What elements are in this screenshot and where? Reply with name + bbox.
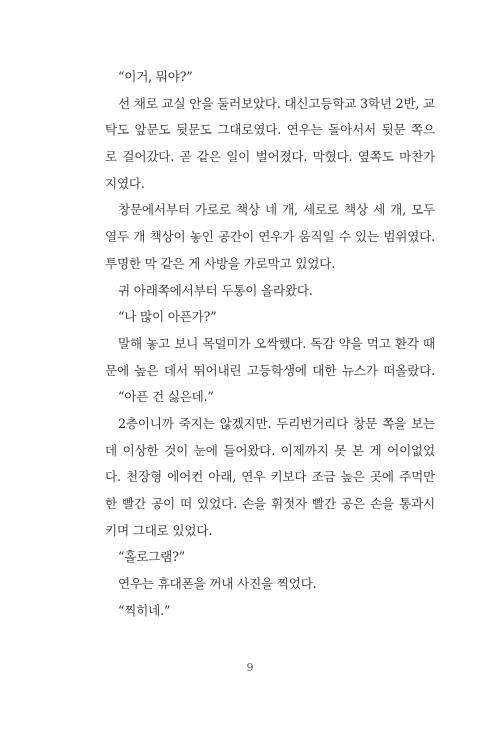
page-number: 9: [246, 661, 254, 674]
text-line: “찍히네.”: [118, 602, 171, 618]
text-line: 투명한 막 같은 게 사방을 가로막고 있었다.: [105, 255, 336, 271]
text-line: 창문에서부터 가로로 책상 네 개, 세로로 책상 세 개, 모두: [118, 202, 435, 218]
text-line: 연우는 휴대폰을 꺼내 사진을 찍었다.: [118, 576, 317, 592]
text-line: 귀 아래쪽에서부터 두통이 올라왔다.: [118, 282, 313, 298]
text-line: 탁도 앞문도 뒷문도 그대로였다. 연우는 돌아서서 뒷문 쪽으: [105, 122, 435, 138]
text-line: 한 빨간 공이 떠 있었다. 손을 휘젓자 빨간 공은 손을 통과시: [105, 496, 435, 511]
text-line: “나 많이 아픈가?”: [118, 309, 217, 325]
text-line: 2층이니까 죽지는 않겠지만. 두리번거리다 창문 쪽을 보는: [118, 415, 435, 431]
text-line: 다. 천장형 에어컨 아래, 연우 키보다 조금 높은 곳에 주먹만: [105, 469, 435, 485]
text-line: 말해 놓고 보니 목덜미가 오싹했다. 독감 약을 먹고 환각 때: [118, 335, 435, 351]
text-line: 열두 개 책상이 놓인 공간이 연우가 움직일 수 있는 범위였다.: [105, 229, 435, 245]
text-line: 키며 그대로 있었다.: [105, 522, 213, 538]
text-line: “아픈 건 싫은데.”: [118, 389, 214, 405]
text-line: 로 걸어갔다. 곧 같은 일이 벌어졌다. 막혔다. 옆쪽도 마찬가: [105, 149, 435, 165]
text-line: “홀로그램?”: [118, 549, 185, 565]
text-line: 데 이상한 것이 눈에 들어왔다. 이제까지 못 본 게 어이없었: [105, 442, 435, 458]
body-text: [105, 64, 435, 624]
text-line: 문에 높은 데서 뛰어내린 고등학생에 대한 뉴스가 떠올랐다.: [105, 362, 435, 378]
text-line: “이거, 뭐야?”: [118, 69, 193, 84]
text-line: 선 채로 교실 안을 둘러보았다. 대신고등학교 3학년 2반, 교: [118, 95, 435, 111]
text-line: 지였다.: [105, 175, 145, 191]
